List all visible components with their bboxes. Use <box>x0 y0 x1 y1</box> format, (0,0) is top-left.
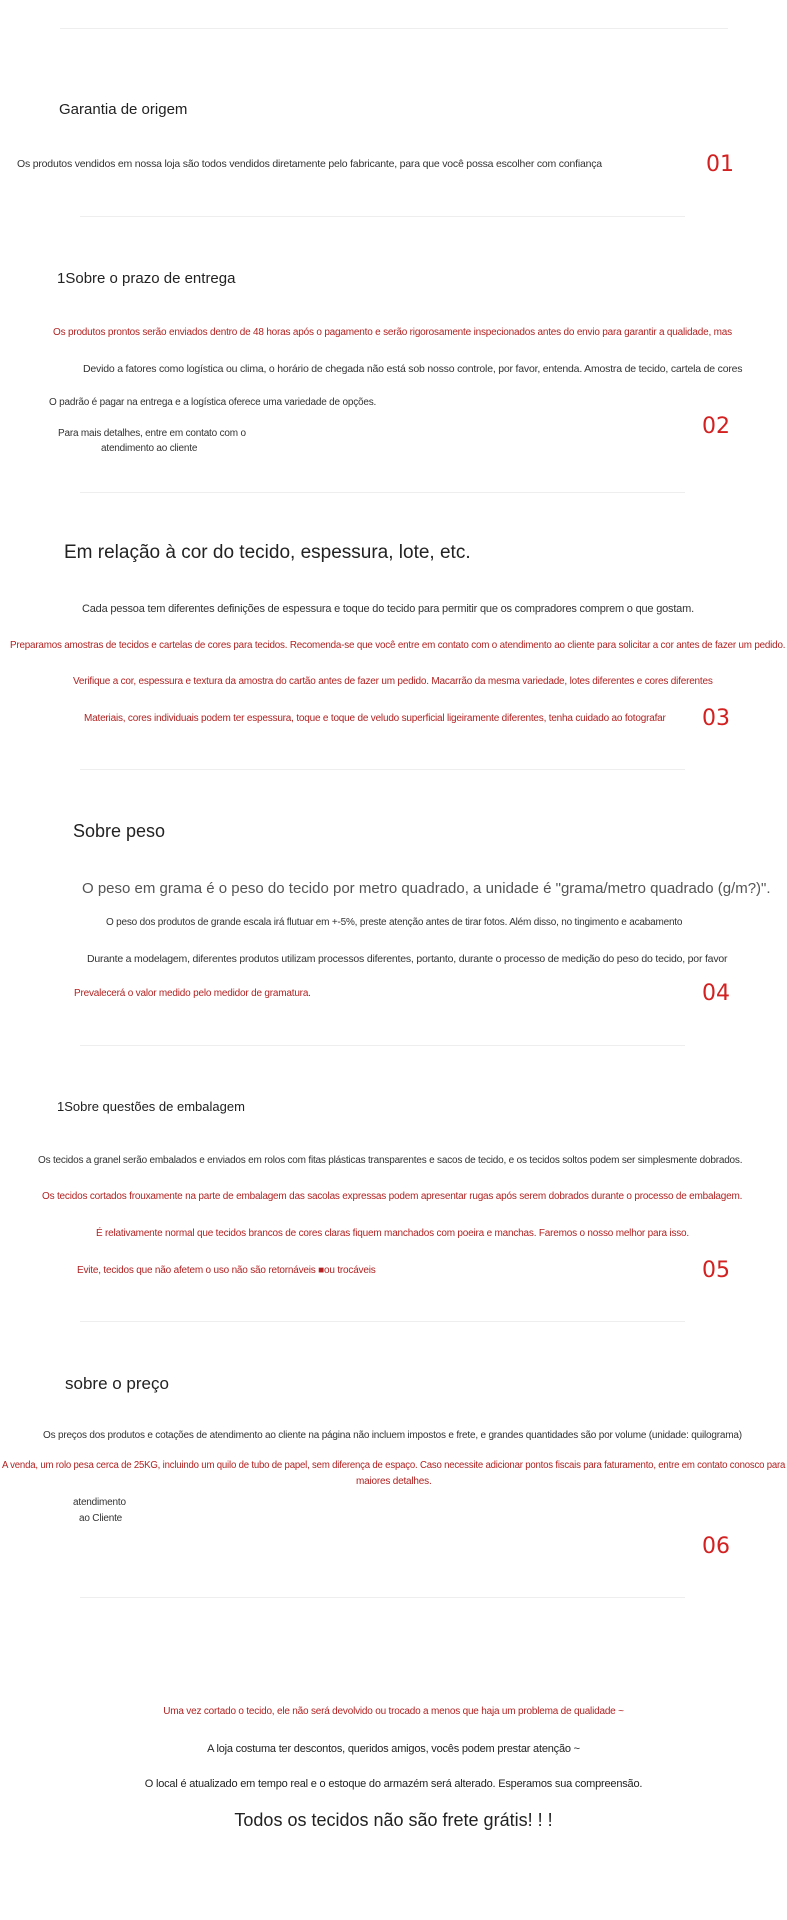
section-heading: 1Sobre o prazo de entrega <box>57 270 236 287</box>
section-text: É relativamente normal que tecidos brancos de cores claras fiquem manchados com poeira e manchas. Faremos o nosso melhor para isso. <box>96 1228 689 1239</box>
section-number: 01 <box>706 152 734 177</box>
divider <box>80 216 685 217</box>
section-text: O peso dos produtos de grande escala irá flutuar em +-5%, preste atenção antes de tirar fotos. Além disso, no tingimento e acabamento <box>106 917 683 928</box>
footer-text: Uma vez cortado o tecido, ele não será devolvido ou trocado a menos que haja um problema de qualidade ~ <box>163 1706 624 1717</box>
section-number: 06 <box>702 1534 730 1559</box>
section-text: Preparamos amostras de tecidos e cartelas de cores para tecidos. Recomenda-se que você entre em contato com o atendimento ao cliente para solicitar a cor antes de fazer um pedido. <box>10 639 786 651</box>
divider <box>80 769 685 770</box>
section-text: Os tecidos cortados frouxamente na parte de embalagem das sacolas expressas podem apresentar rugas após serem dobrados durante o processo de embalagem. <box>42 1191 743 1202</box>
section-text: Durante a modelagem, diferentes produtos utilizam processos diferentes, portanto, durante o processo de medição do peso do tecido, por favor <box>87 953 728 965</box>
section-text: Verifique a cor, espessura e textura da amostra do cartão antes de fazer um pedido. Macarrão da mesma variedade, lotes diferentes e cores diferentes <box>73 676 713 687</box>
section-heading: Sobre peso <box>73 821 166 841</box>
section-text: Os produtos prontos serão enviados dentro de 48 horas após o pagamento e serão rigorosamente inspecionados antes do envio para garantir a qualidade, mas <box>53 327 732 338</box>
section-heading: 1Sobre questões de embalagem <box>57 1099 245 1114</box>
section-text: Os produtos vendidos em nossa loja são todos vendidos diretamente pelo fabricante, para que você possa escolher com confiança <box>17 158 602 170</box>
customer-service-link[interactable]: atendimento ao cliente <box>101 443 198 454</box>
section-text: A venda, um rolo pesa cerca de 25KG, incluindo um quilo de tubo de papel, sem diferença de espaço. Caso necessite adicionar pontos fiscais para faturamento, entre em contato conosco para <box>2 1460 786 1471</box>
section-text: O padrão é pagar na entrega e a logística oferece uma variedade de opções. <box>49 397 377 408</box>
section-number: 02 <box>702 414 730 439</box>
section-text: Os preços dos produtos e cotações de atendimento ao cliente na página não incluem impostos e frete, e grandes quantidades são por volume (unidade: quilograma) <box>43 1430 742 1441</box>
section-heading: sobre o preço <box>65 1374 169 1393</box>
divider <box>80 492 685 493</box>
footer-text: A loja costuma ter descontos, queridos amigos, vocês podem prestar atenção ~ <box>207 1743 580 1755</box>
divider <box>80 1321 685 1322</box>
customer-service-link[interactable]: ao Cliente <box>79 1513 123 1524</box>
customer-service-link[interactable]: atendimento <box>73 1497 126 1508</box>
section-text: Prevalecerá o valor medido pelo medidor de gramatura. <box>74 988 311 999</box>
section-text: Os tecidos a granel serão embalados e enviados em rolos com fitas plásticas transparentes e sacos de tecido, e os tecidos soltos podem ser simplesmente dobrados. <box>38 1155 743 1166</box>
contact-text: Para mais detalhes, entre em contato com o <box>58 428 246 439</box>
divider <box>60 28 728 29</box>
footer-text: O local é atualizado em tempo real e o estoque do armazém será alterado. Esperamos sua compreensão. <box>144 1778 643 1790</box>
section-text: Evite, tecidos que não afetem o uso não são retornáveis ■ou trocáveis <box>77 1265 376 1276</box>
section-text: Devido a fatores como logística ou clima, o horário de chegada não está sob nosso controle, por favor, entenda. Amostra de tecido, cartela de cores <box>83 363 743 375</box>
footer-headline: Todos os tecidos não são frete grátis! ! ! <box>234 1810 553 1830</box>
section-text: Cada pessoa tem diferentes definições de espessura e toque do tecido para permitir que os compradores comprem o que gostam. <box>82 603 694 615</box>
section-number: 03 <box>702 706 730 731</box>
section-heading: Garantia de origem <box>59 101 188 118</box>
section-number: 04 <box>702 981 730 1006</box>
section-lead: O peso em grama é o peso do tecido por metro quadrado, a unidade é "grama/metro quadrado (g/m?)". <box>82 880 771 897</box>
section-number: 05 <box>702 1258 730 1283</box>
divider <box>80 1597 685 1598</box>
section-text: maiores detalhes. <box>356 1476 432 1487</box>
section-text: Materiais, cores individuais podem ter espessura, toque e toque de veludo superficial ligeiramente diferentes, tenha cuidado ao fotografar <box>84 713 666 724</box>
section-heading: Em relação à cor do tecido, espessura, lote, etc. <box>64 542 471 563</box>
divider <box>80 1045 685 1046</box>
